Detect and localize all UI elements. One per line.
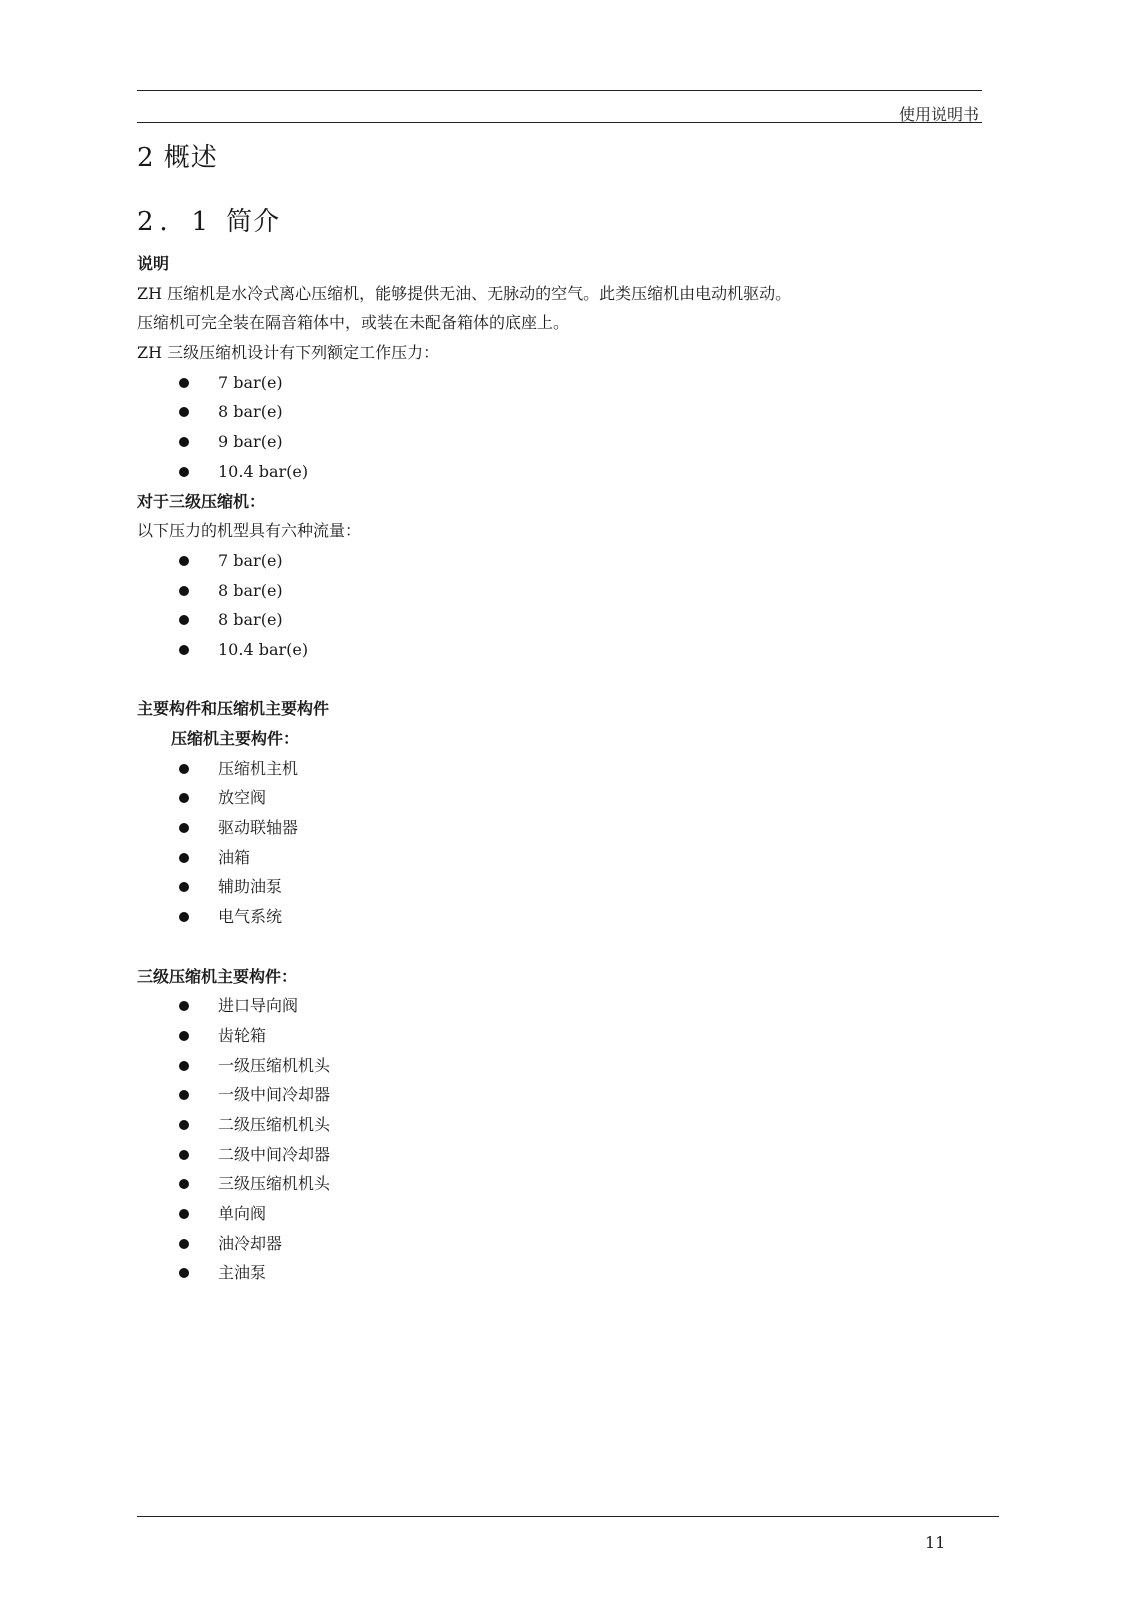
bullet-icon bbox=[179, 823, 189, 833]
bullet-icon bbox=[179, 407, 189, 417]
list-item bbox=[137, 843, 982, 873]
list-item bbox=[137, 783, 982, 813]
header-rule-bottom bbox=[137, 122, 982, 123]
bullet-icon bbox=[179, 615, 189, 625]
list-item-text: 10.4 bar(e) bbox=[218, 639, 309, 659]
intro-paragraph: ZH 三级压缩机设计有下列额定工作压力： bbox=[137, 343, 440, 363]
blank-line bbox=[137, 665, 982, 695]
blank-line bbox=[137, 932, 982, 962]
chapter-title: 2 概述 bbox=[137, 143, 218, 173]
list-item-text: 9 bar(e) bbox=[218, 432, 283, 452]
bullet-icon bbox=[179, 1209, 189, 1219]
list-item-text: 三级压缩机机头 bbox=[218, 1174, 331, 1194]
list-item-text: 7 bar(e) bbox=[218, 550, 283, 570]
list-item bbox=[137, 457, 982, 487]
list-item bbox=[137, 872, 982, 902]
components-subheading: 压缩机主要构件： bbox=[171, 729, 300, 748]
list-item-text: 单向阀 bbox=[218, 1204, 267, 1223]
bullet-icon bbox=[179, 1090, 189, 1100]
list-item bbox=[137, 1140, 982, 1170]
intro-paragraph: 压缩机可完全装在隔音箱体中，或装在未配备箱体的底座上。 bbox=[137, 313, 570, 333]
bullet-icon bbox=[179, 1239, 189, 1249]
list-item bbox=[137, 1051, 982, 1081]
list-item bbox=[137, 1199, 982, 1229]
list-item-text: 二级压缩机机头 bbox=[218, 1114, 331, 1134]
bullet-icon bbox=[179, 853, 189, 863]
list-item bbox=[137, 397, 982, 427]
list-item-text: 油冷却器 bbox=[218, 1233, 283, 1253]
list-item bbox=[137, 813, 982, 843]
list-item-text: 主油泵 bbox=[218, 1263, 267, 1283]
list-item-text: 8 bar(e) bbox=[218, 402, 283, 422]
list-item bbox=[137, 635, 982, 665]
list-item-text: 驱动联轴器 bbox=[218, 818, 299, 838]
bullet-icon bbox=[179, 467, 189, 477]
list-item-text: 8 bar(e) bbox=[218, 580, 283, 600]
section-title bbox=[137, 201, 280, 238]
bullet-icon bbox=[179, 1120, 189, 1130]
bullet-icon bbox=[179, 882, 189, 892]
three-stage-paragraph: 以下压力的机型具有六种流量： bbox=[137, 521, 362, 541]
list-item bbox=[137, 576, 982, 606]
page-number: 11 bbox=[925, 1533, 946, 1552]
bullet-icon bbox=[179, 764, 189, 774]
list-item bbox=[137, 902, 982, 932]
components-heading: 主要构件和压缩机主要构件 bbox=[137, 699, 330, 719]
list-item bbox=[137, 1258, 982, 1288]
list-item-text: 进口导向阀 bbox=[218, 996, 299, 1016]
list-item bbox=[137, 754, 982, 784]
bullet-icon bbox=[179, 793, 189, 803]
list-item-text: 7 bar(e) bbox=[218, 372, 283, 392]
bullet-icon bbox=[179, 645, 189, 655]
list-item bbox=[137, 427, 982, 457]
intro-heading: 说明 bbox=[137, 254, 170, 273]
bullet-icon bbox=[179, 586, 189, 596]
bullet-icon bbox=[179, 1268, 189, 1278]
bullet-icon bbox=[179, 1061, 189, 1071]
intro-paragraph: ZH 压缩机是水冷式离心压缩机，能够提供无油、无脉动的空气。此类压缩机由电动机驱动。 bbox=[137, 283, 792, 303]
bullet-icon bbox=[179, 1179, 189, 1189]
list-item-text: 齿轮箱 bbox=[218, 1025, 267, 1045]
list-item-text: 8 bar(e) bbox=[218, 610, 283, 630]
three-stage-heading: 对于三级压缩机： bbox=[137, 491, 266, 511]
three-stage-components-heading: 三级压缩机主要构件： bbox=[137, 966, 298, 986]
section-number: 2．1 bbox=[137, 207, 215, 237]
bullet-icon bbox=[179, 556, 189, 566]
section-name: 简介 bbox=[226, 207, 281, 237]
bullet-icon bbox=[179, 1031, 189, 1041]
list-item-text: 油箱 bbox=[218, 847, 251, 867]
list-item bbox=[137, 605, 982, 635]
list-item-text: 放空阀 bbox=[218, 788, 267, 808]
list-item-text: 二级中间冷却器 bbox=[218, 1144, 331, 1164]
bullet-icon bbox=[179, 437, 189, 447]
list-item bbox=[137, 1169, 982, 1199]
bullet-icon bbox=[179, 378, 189, 388]
list-item bbox=[137, 368, 982, 398]
list-item-text: 电气系统 bbox=[218, 907, 283, 927]
list-item bbox=[137, 1080, 982, 1110]
list-item bbox=[137, 1110, 982, 1140]
body-content bbox=[137, 249, 982, 1288]
bullet-icon bbox=[179, 912, 189, 922]
list-item bbox=[137, 546, 982, 576]
list-item-text: 辅助油泵 bbox=[218, 877, 283, 897]
list-item-text: 一级中间冷却器 bbox=[218, 1085, 331, 1105]
list-item bbox=[137, 1021, 982, 1051]
list-item-text: 压缩机主机 bbox=[218, 758, 299, 778]
list-item-text: 一级压缩机机头 bbox=[218, 1055, 331, 1075]
list-item bbox=[137, 1229, 982, 1259]
running-header: 使用说明书 bbox=[898, 105, 979, 124]
bullet-icon bbox=[179, 1150, 189, 1160]
header-rule-top bbox=[137, 90, 982, 91]
footer-rule bbox=[137, 1516, 999, 1517]
list-item bbox=[137, 991, 982, 1021]
bullet-icon bbox=[179, 1001, 189, 1011]
list-item-text: 10.4 bar(e) bbox=[218, 461, 309, 481]
